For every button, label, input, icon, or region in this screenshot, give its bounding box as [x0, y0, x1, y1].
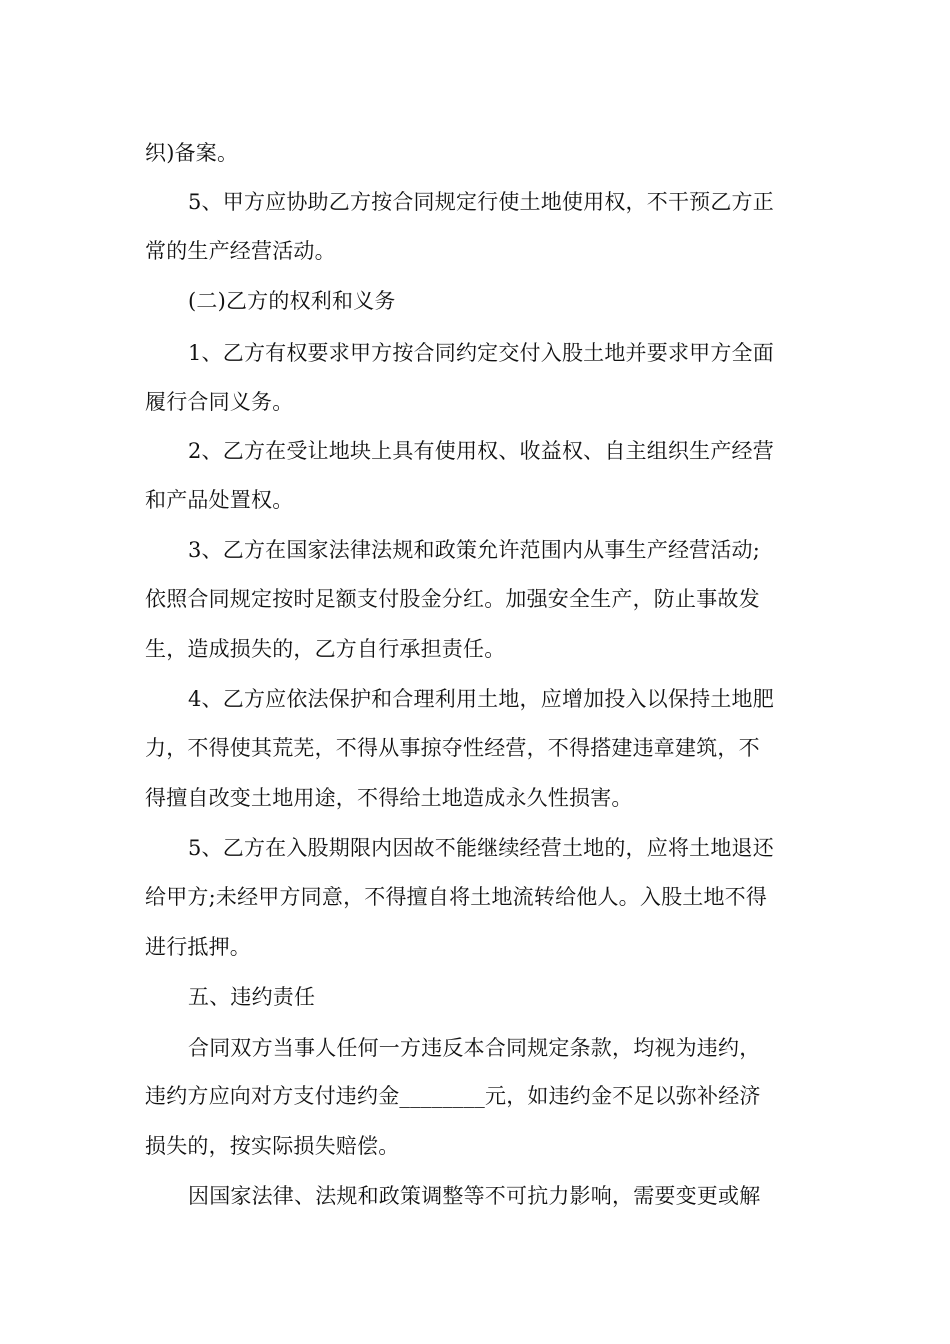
text-line: 和产品处置权。: [145, 488, 294, 512]
text-line: 5、甲方应协助乙方按合同规定行使土地使用权，不干预乙方正: [188, 190, 774, 214]
text-line: 损失的，按实际损失赔偿。: [145, 1134, 400, 1158]
text-line: 2、乙方在受让地块上具有使用权、收益权、自主组织生产经营: [188, 439, 774, 463]
text-line: 给甲方;未经甲方同意，不得擅自将土地流转给他人。入股土地不得: [145, 885, 768, 909]
text-line: 织)备案。: [145, 141, 239, 165]
text-line: 依照合同规定按时足额支付股金分红。加强安全生产，防止事故发: [145, 587, 760, 611]
text-line: 合同双方当事人任何一方违反本合同规定条款，均视为违约，: [188, 1036, 761, 1060]
text-line: 因国家法律、法规和政策调整等不可抗力影响，需要变更或解: [188, 1184, 761, 1208]
text-line: 5、乙方在入股期限内因故不能继续经营土地的，应将土地退还: [188, 836, 774, 860]
text-line: 违约方应向对方支付违约金________元，如违约金不足以弥补经济: [145, 1084, 761, 1108]
section-heading: 五、违约责任: [188, 985, 316, 1009]
text-line: 履行合同义务。: [145, 390, 294, 414]
section-heading: (二)乙方的权利和义务: [188, 289, 396, 313]
text-line: 1、乙方有权要求甲方按合同约定交付入股土地并要求甲方全面: [188, 341, 774, 365]
text-line: 4、乙方应依法保护和合理利用土地，应增加投入以保持土地肥: [188, 687, 774, 711]
text-line: 生，造成损失的，乙方自行承担责任。: [145, 637, 506, 661]
text-line: 进行抵押。: [145, 935, 251, 959]
text-line: 常的生产经营活动。: [145, 239, 336, 263]
text-line: 力，不得使其荒芜，不得从事掠夺性经营，不得搭建违章建筑，不: [145, 736, 760, 760]
text-line: 3、乙方在国家法律法规和政策允许范围内从事生产经营活动;: [188, 538, 761, 562]
text-line: 得擅自改变土地用途，不得给土地造成永久性损害。: [145, 786, 633, 810]
